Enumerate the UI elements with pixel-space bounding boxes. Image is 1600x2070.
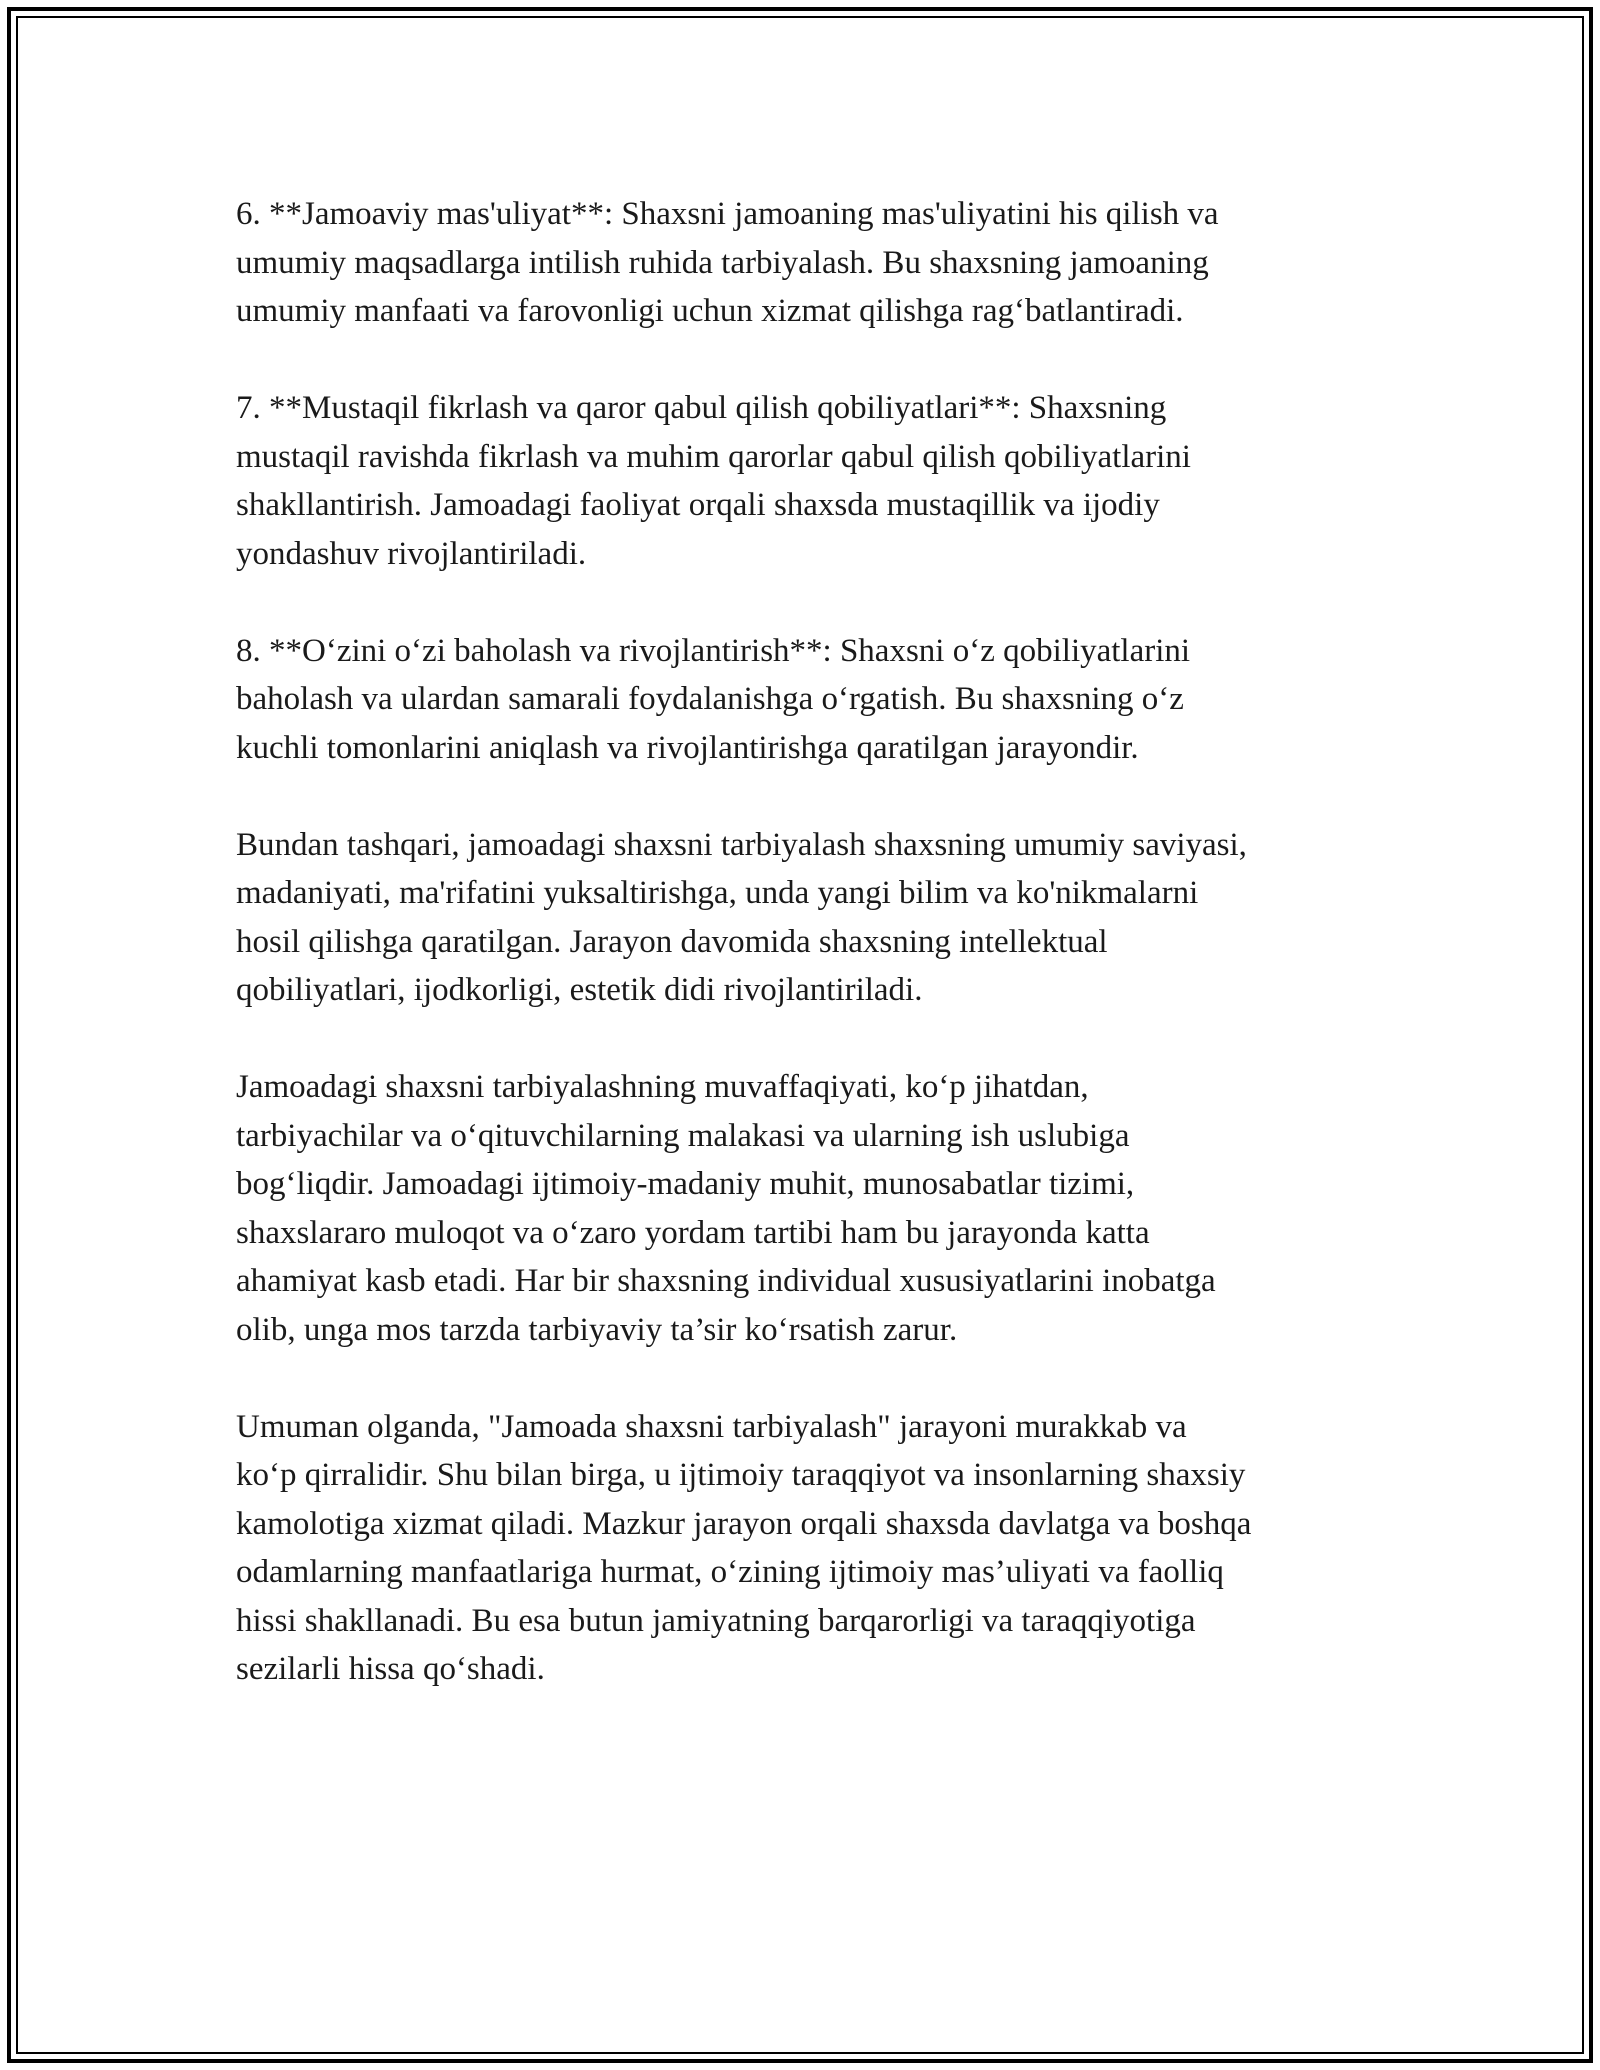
paragraph-conclusion: Umuman olganda, "Jamoada shaxsni tarbiyalash" jarayoni murakkab va ko‘p qirralidir. Shu bilan birga, u ijtimoiy taraqqiyot va insonlarning shaxsiy kamolotiga xizmat qiladi. Mazkur jarayon orqali shaxsda davlatga va boshqa odamlarning manfaatlariga hurmat, o‘zining ijtimoiy mas’uliyati va faolliq hissi shakllanadi. Bu esa butun jamiyatning barqarorligi va taraqqiyotiga sezilarli hissa qo‘shadi. <box>236 1408 1252 1687</box>
paragraph-independent-thinking: 7. **Mustaqil fikrlash va qaror qabul qilish qobiliyatlari**: Shaxsning mustaqil ravishda fikrlash va muhim qarorlar qabul qilish qobiliyatlarini shakllantirish. Jamoadagi faoliyat orqali shaxsda mustaqillik va ijodiy yondashuv rivojlantiriladi. <box>236 390 1191 572</box>
paragraph-self-assessment: 8. **O‘zini o‘zi baholash va rivojlantirish**: Shaxsni o‘z qobiliyatlarini baholash va ulardan samarali foydalanishga o‘rgatish. Bu shaxsning o‘z kuchli tomonlarini aniqlash va rivojlantirishga qaratilgan jarayondir. <box>236 632 1191 766</box>
paragraph-success-factors: Jamoadagi shaxsni tarbiyalashning muvaffaqiyati, ko‘p jihatdan, tarbiyachilar va o‘qituvchilarning malakasi va ularning ish uslubiga bog‘liqdir. Jamoadagi ijtimoiy-madaniy muhit, munosabatlar tizimi, shaxslararo muloqot va o‘zaro yordam tartibi ham bu jarayonda katta ahamiyat kasb etadi. Har bir shaxsning individual xususiyatlarini inobatga olib, unga mos tarzda tarbiyaviy ta’sir ko‘rsatish zarur. <box>236 1069 1216 1348</box>
paragraph-general-development: Bundan tashqari, jamoadagi shaxsni tarbiyalash shaxsning umumiy saviyasi, madaniyati, ma'rifatini yuksaltirishga, unda yangi bilim va ko'nikmalarni hosil qilishga qaratilgan. Jarayon davomida shaxsning intellektual qobiliyatlari, ijodkorligi, estetik didi rivojlantiriladi. <box>236 826 1247 1008</box>
paragraph-collective-responsibility: 6. **Jamoaviy mas'uliyat**: Shaxsni jamoaning mas'uliyatini his qilish va umumiy maqsadlarga intilish ruhida tarbiyalash. Bu shaxsning jamoaning umumiy manfaati va farovonligi uchun xizmat qilishga rag‘batlantiradi. <box>236 196 1219 329</box>
document-body <box>236 190 1396 1742</box>
